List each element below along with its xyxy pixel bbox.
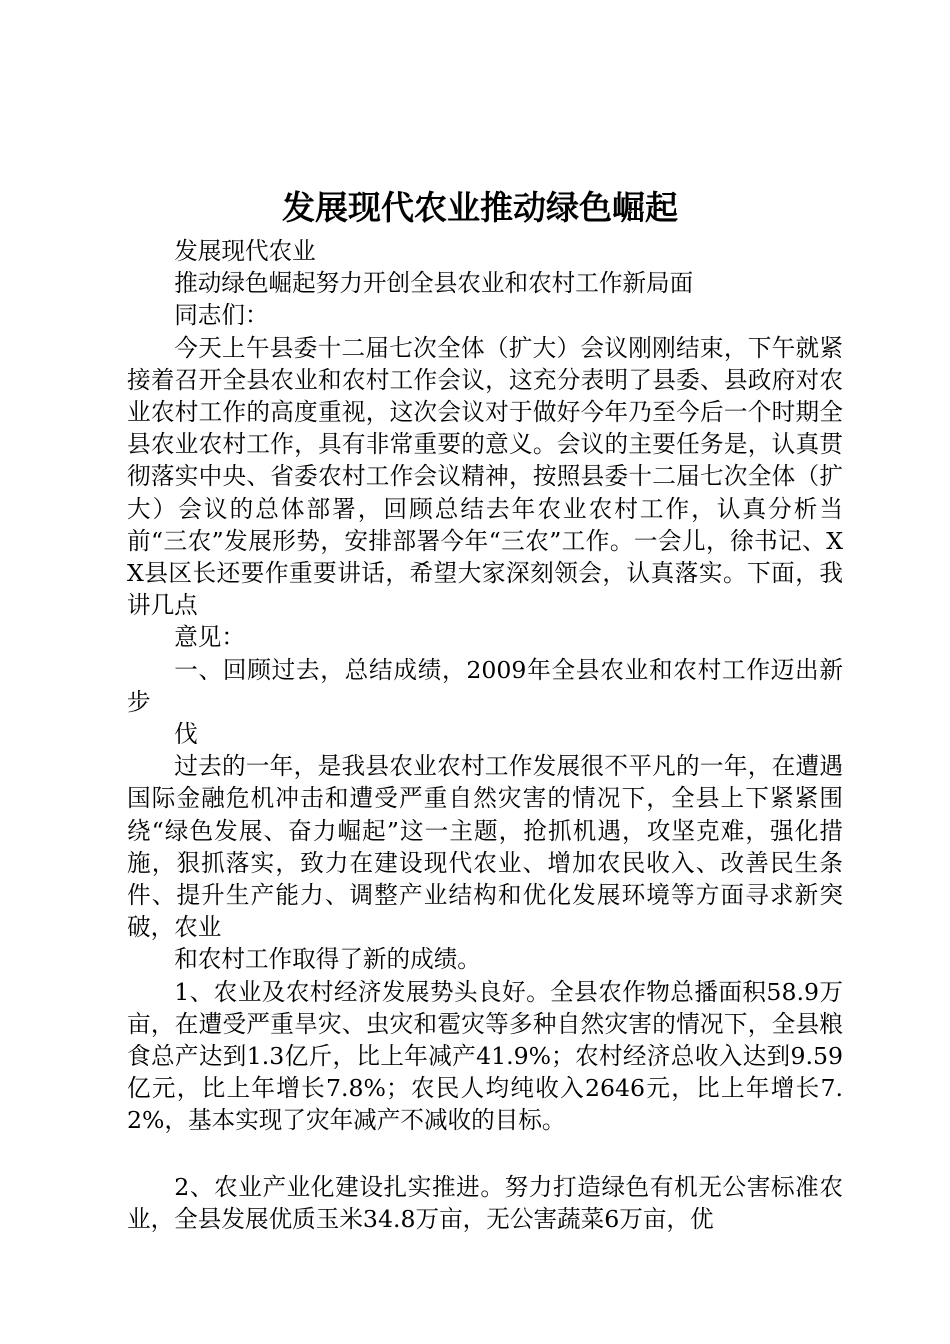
body-paragraph: 今天上午县委十二届七次全体（扩大）会议刚刚结束，下午就紧接着召开全县农业和农村工作会议，这充分表明了县委、县政府对农业农村工作的高度重视，这次会议对于做好今年乃至今后一个时期全县农业农村工作，具有非常重要的意义。会议的主要任务是，认真贯彻落实中央、省委农村工作会议精神，按照县委十二届七次全体（扩大）会议的总体部署，回顾总结去年农业农村工作，认真分析当前“三农”发展形势，安排部署今年“三农”工作。一会儿，徐书记、XX县区长还要作重要讲话，希望大家深刻领会，认真落实。下面，我讲几点: [127, 333, 843, 620]
body-paragraph: 意见：: [174, 623, 245, 652]
subtitle-line: 发展现代农业: [174, 237, 316, 265]
document-title: 发展现代农业推动绿色崛起: [282, 188, 678, 227]
section-heading-continued: 伐: [174, 720, 198, 749]
body-paragraph: 和农村工作取得了新的成绩。: [174, 945, 481, 974]
document-body: [127, 235, 843, 1235]
section-heading: 一、回顾过去，总结成绩，2009年全县农业和农村工作迈出新步: [127, 655, 843, 716]
body-paragraph: 过去的一年，是我县农业农村工作发展很不平凡的一年，在遭遇国际金融危机冲击和遭受严重自然灾害的情况下，全县上下紧紧围绕“绿色发展、奋力崛起”这一主题，抢抓机遇，攻坚克难，强化措施，狠抓落实，致力在建设现代农业、增加农民收入、改善民生条件、提升生产能力、调整产业结构和优化发展环境等方面寻求新突破，农业: [127, 752, 843, 942]
salutation: 同志们：: [174, 301, 269, 330]
body-paragraph: 2、农业产业化建设扎实推进。努力打造绿色有机无公害标准农业，全县发展优质玉米34.8万亩，无公害蔬菜6万亩，优: [127, 1172, 843, 1233]
body-paragraph: 1、农业及农村经济发展势头良好。全县农作物总播面积58.9万亩，在遭受严重旱灾、虫灾和雹灾等多种自然灾害的情况下，全县粮食总产达到1.3亿斤，比上年减产41.9%；农村经济总收入达到9.59亿元，比上年增长7.8%；农民人均纯收入2646元，比上年增长7.2%，基本实现了灾年减产不减收的目标。: [127, 977, 843, 1135]
subtitle-line: 推动绿色崛起努力开创全县农业和农村工作新局面: [174, 269, 694, 298]
